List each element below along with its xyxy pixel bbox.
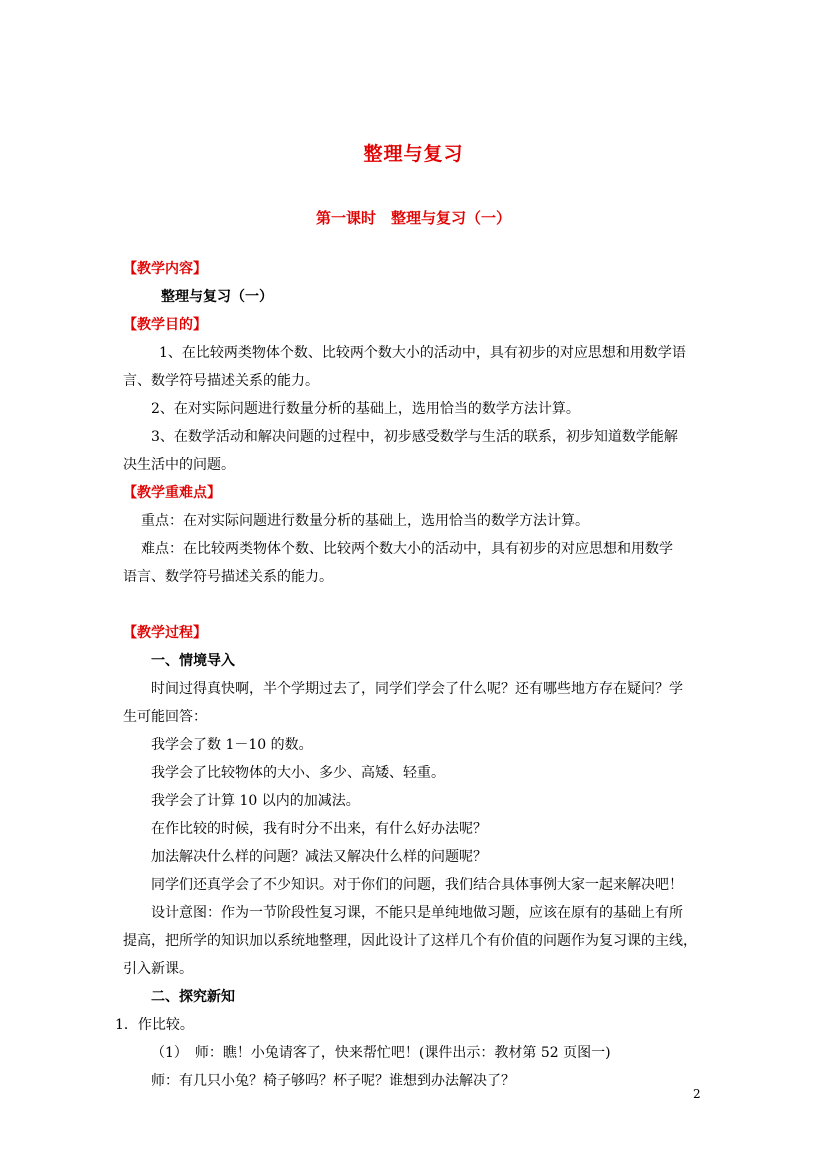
design-intent-line-2: 提高，把所学的知识加以系统地整理，因此设计了这样几个有价值的问题作为复习课的主线， (123, 933, 697, 949)
content-text: 整理与复习（一） (161, 289, 273, 305)
design-intent-line-1: 设计意图：作为一节阶段性复习课，不能只是单纯地做习题，应该在原有的基础上有所 (151, 905, 683, 921)
spacer (123, 591, 713, 619)
difficult-point-line-2: 语言、数学符号描述关系的能力。 (123, 569, 333, 585)
lesson-title: 第一课时 整理与复习（一） (315, 209, 511, 227)
page-number: 2 (693, 1087, 701, 1101)
document-body (115, 255, 713, 1095)
student-answer-5: 加法解决什么样的问题？减法又解决什么样的问题呢？ (151, 849, 487, 865)
section-heading-process: 【教学过程】 (123, 625, 207, 641)
goal-3-line-2: 决生活中的问题。 (123, 457, 235, 473)
section-heading-goals: 【教学目的】 (123, 317, 207, 333)
student-answer-3: 我学会了计算 10 以内的加减法。 (151, 793, 360, 809)
item-1-title: 1．作比较。 (115, 1017, 194, 1033)
item-1-question: 师：有几只小兔？椅子够吗？杯子呢？谁想到办法解决了？ (151, 1073, 515, 1089)
difficult-point-line-1: 难点：在比较两类物体个数、比较两个数大小的活动中，具有初步的对应思想和用数学 (141, 541, 673, 557)
step-1-title: 一、情境导入 (151, 653, 235, 669)
student-answer-2: 我学会了比较物体的大小、多少、高矮、轻重。 (151, 765, 445, 781)
intro-line-2: 生可能回答： (123, 709, 207, 725)
item-1-sub: （1） 师：瞧！小兔请客了，快来帮忙吧！(课件出示：教材第 52 页图一) (151, 1045, 611, 1061)
section-heading-content: 【教学内容】 (123, 261, 207, 277)
teacher-response: 同学们还真学会了不少知识。对于你们的问题，我们结合具体事例大家一起来解决吧！ (151, 877, 683, 893)
intro-line-1: 时间过得真快啊，半个学期过去了，同学们学会了什么呢？还有哪些地方存在疑问？学 (151, 681, 683, 697)
goal-2: 2、在对实际问题进行数量分析的基础上，选用恰当的数学方法计算。 (151, 401, 580, 417)
goal-1-line-1: 1、在比较两类物体个数、比较两个数大小的活动中，具有初步的对应思想和用数学语 (159, 345, 686, 361)
section-heading-key-points: 【教学重难点】 (123, 485, 221, 501)
student-answer-4: 在作比较的时候，我有时分不出来，有什么好办法呢？ (151, 821, 487, 837)
step-2-title: 二、探究新知 (151, 989, 235, 1005)
document-title: 整理与复习 (363, 143, 464, 165)
goal-1-line-2: 言、数学符号描述关系的能力。 (123, 373, 319, 389)
key-point: 重点：在对实际问题进行数量分析的基础上，选用恰当的数学方法计算。 (141, 513, 589, 529)
goal-3-line-1: 3、在数学活动和解决问题的过程中，初步感受数学与生活的联系，初步知道数学能解 (151, 429, 678, 445)
student-answer-1: 我学会了数 1－10 的数。 (151, 737, 313, 753)
design-intent-line-3: 引入新课。 (123, 961, 193, 977)
